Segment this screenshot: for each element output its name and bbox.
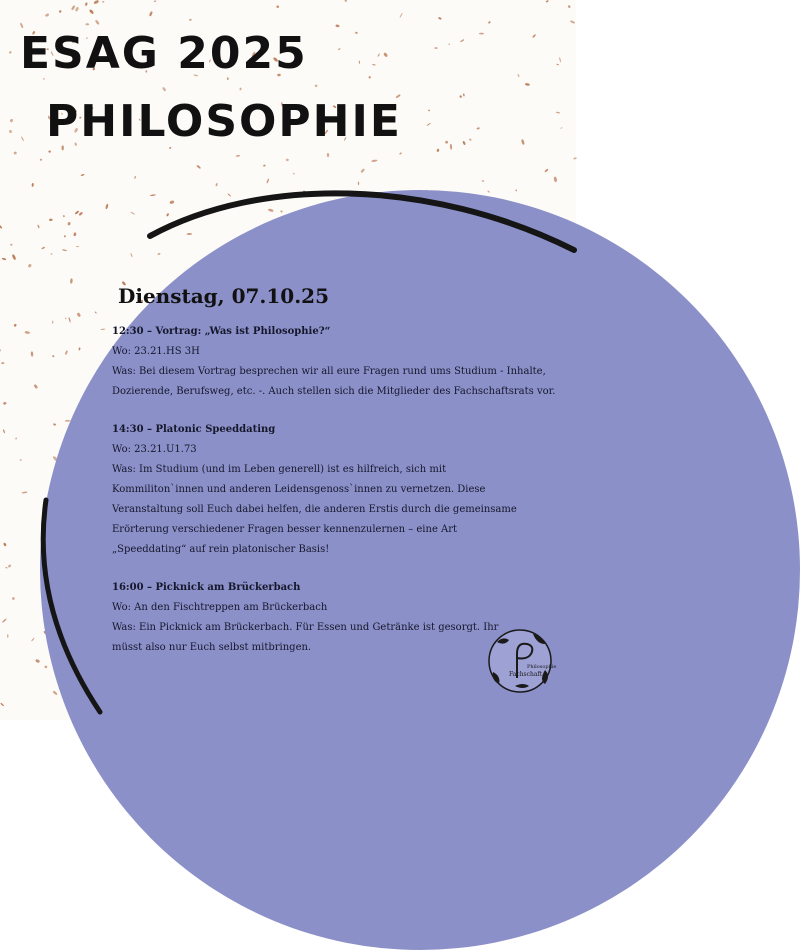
speckle <box>31 637 35 641</box>
speckle <box>52 355 55 358</box>
speckle <box>89 9 95 15</box>
speckle <box>570 20 576 24</box>
speckle <box>515 189 517 191</box>
speckle <box>150 194 156 196</box>
speckle <box>32 183 34 187</box>
speckle <box>93 0 99 5</box>
speckle <box>573 157 577 160</box>
event-location: Wo: 23.21.HS 3H <box>112 346 200 357</box>
speckle <box>53 423 56 426</box>
speckle <box>286 158 289 161</box>
speckle <box>448 43 450 45</box>
speckle <box>76 246 79 247</box>
event-title: 14:30 – Platonic Speeddating <box>112 424 276 435</box>
speckle <box>40 159 42 161</box>
speckle <box>71 5 76 11</box>
speckle <box>338 48 341 51</box>
speckle <box>134 176 137 180</box>
speckle <box>344 0 347 2</box>
speckle <box>50 253 52 255</box>
speckle <box>2 258 7 261</box>
speckle <box>189 19 192 21</box>
speckle <box>20 459 23 461</box>
speckle <box>58 10 62 14</box>
speckle <box>293 173 295 175</box>
speckle <box>78 347 80 350</box>
event-item <box>112 420 562 560</box>
speckle <box>166 213 169 217</box>
speckle <box>559 57 562 62</box>
speckle <box>12 597 15 601</box>
speckle <box>10 119 14 123</box>
speckle <box>532 34 536 38</box>
speckle <box>85 23 89 25</box>
speckle <box>41 246 45 249</box>
speckle <box>8 564 12 568</box>
speckle <box>487 190 490 193</box>
speckle <box>1 362 4 364</box>
logo-text-line2: Fachschaft <box>509 671 543 678</box>
speckle <box>13 323 17 327</box>
speckle <box>227 193 231 197</box>
speckle <box>12 254 17 261</box>
speckle <box>7 634 8 638</box>
event-location: Wo: 23.21.U1.73 <box>112 444 197 455</box>
speckle <box>9 130 12 133</box>
event-location: Wo: An den Fischtreppen am Brückerbach <box>112 602 328 613</box>
speckle <box>469 138 472 141</box>
speckle <box>276 5 279 8</box>
speckle <box>70 278 73 283</box>
fachschaft-logo <box>487 628 557 694</box>
logo-text-line1: Philosophie <box>527 664 557 670</box>
speckle <box>553 176 557 182</box>
speckle <box>44 665 47 668</box>
speckle <box>49 218 53 221</box>
speckle <box>358 181 360 185</box>
speckle <box>263 164 266 167</box>
speckle <box>3 542 7 546</box>
speckle <box>3 401 7 405</box>
speckle <box>73 232 76 236</box>
speckle <box>2 618 7 623</box>
speckle <box>266 178 269 183</box>
speckle <box>371 159 377 162</box>
event-description-line: Veranstaltung soll Euch dabei helfen, die anderen Erstis durch die gemeinsame <box>112 504 517 515</box>
event-title: 16:00 – Picknick am Brückerbach <box>112 582 301 593</box>
speckle <box>75 6 80 12</box>
speckle <box>372 64 376 66</box>
poster-title-line1: ESAG 2025 <box>20 28 308 79</box>
speckle <box>68 317 71 323</box>
speckle <box>9 51 12 54</box>
speckle <box>85 2 88 6</box>
event-description-line: Was: Bei diesem Vortrag besprechen wir all eure Fragen rund ums Studium - Inhalte, <box>112 366 546 377</box>
poster-title-line2: PHILOSOPHIE <box>46 96 402 147</box>
event-title: 12:30 – Vortrag: „Was ist Philosophie?“ <box>112 326 331 337</box>
speckle <box>65 350 69 355</box>
speckle <box>13 151 16 154</box>
speckle <box>33 384 38 389</box>
speckle <box>460 39 465 43</box>
speckle <box>31 351 34 356</box>
speckle <box>315 85 318 87</box>
speckle <box>5 567 8 569</box>
event-list <box>112 322 562 658</box>
speckle <box>546 0 549 3</box>
speckle <box>65 318 66 320</box>
speckle <box>162 87 167 92</box>
speckle <box>149 11 153 17</box>
speckle <box>64 235 67 238</box>
speckle <box>52 320 53 323</box>
speckle <box>450 144 453 150</box>
speckle <box>481 180 484 183</box>
speckle <box>462 141 466 146</box>
speckle <box>154 0 157 2</box>
day-heading: Dienstag, 07.10.25 <box>118 284 329 308</box>
speckle <box>102 1 105 3</box>
speckle <box>280 210 283 213</box>
speckle <box>105 204 109 210</box>
speckle <box>81 174 85 177</box>
speckle <box>399 152 402 155</box>
speckle <box>196 165 201 170</box>
speckle <box>355 32 358 34</box>
speckle <box>488 21 491 24</box>
event-description-line: Was: Ein Picknick am Brückerbach. Für Essen und Getränke ist gesorgt. Ihr <box>112 622 499 633</box>
speckle <box>75 210 80 214</box>
speckle <box>78 211 83 216</box>
speckle <box>130 211 135 215</box>
speckle <box>35 659 40 664</box>
speckle <box>544 168 549 172</box>
speckle <box>335 24 339 27</box>
event-description-line: müsst also nur Euch selbst mitbringen. <box>112 642 312 653</box>
speckle <box>303 190 307 193</box>
speckle <box>215 183 217 187</box>
speckle <box>360 168 365 173</box>
speckle <box>48 150 51 153</box>
speckle <box>94 311 97 314</box>
speckle <box>10 244 12 246</box>
speckle <box>517 74 519 78</box>
speckle <box>37 224 40 228</box>
speckle <box>560 127 562 129</box>
speckle <box>359 60 360 63</box>
speckle <box>3 429 6 433</box>
speckle <box>62 249 67 251</box>
speckle <box>63 215 66 218</box>
speckle <box>15 437 18 440</box>
speckle <box>236 155 241 157</box>
speckle <box>0 702 4 706</box>
event-description-line: „Speeddating“ auf rein platonischer Basis! <box>112 544 330 555</box>
speckle <box>568 5 571 8</box>
speckle <box>383 52 388 57</box>
speckle <box>437 149 440 153</box>
speckle <box>100 328 105 330</box>
speckle <box>445 140 449 144</box>
speckle <box>239 87 242 90</box>
speckle <box>459 95 462 98</box>
speckle <box>327 153 330 157</box>
speckle <box>463 93 465 96</box>
event-description-line: Dozierende, Berufsweg, etc. -. Auch stellen sich die Mitglieder des Fachschaftsrats vor. <box>112 386 556 397</box>
speckle <box>52 690 57 695</box>
speckle <box>434 47 437 49</box>
speckle <box>556 63 559 65</box>
speckle <box>438 17 442 20</box>
speckle <box>67 222 70 226</box>
speckle <box>556 112 560 114</box>
speckle <box>169 200 174 204</box>
speckle <box>0 349 1 353</box>
speckle <box>377 53 380 57</box>
speckle <box>157 253 160 255</box>
speckle <box>186 233 192 235</box>
speckle <box>95 19 100 25</box>
event-description-line: Erörterung verschiedener Fragen besser kennenzulernen – eine Art <box>112 524 458 535</box>
event-item <box>112 322 562 402</box>
speckle <box>25 331 31 334</box>
speckle <box>476 127 480 130</box>
speckle <box>45 13 50 17</box>
speckle <box>399 13 403 18</box>
speckle <box>428 109 430 111</box>
schedule <box>112 284 562 676</box>
speckle <box>268 208 274 212</box>
speckle <box>426 123 430 127</box>
speckle <box>76 312 81 317</box>
speckle <box>28 263 32 268</box>
speckle <box>525 83 530 86</box>
speckle <box>479 33 484 35</box>
speckle <box>21 136 25 141</box>
speckle <box>0 224 3 229</box>
speckle <box>130 253 132 258</box>
speckle <box>22 491 28 494</box>
event-description-line: Kommiliton`innen und anderen Leidensgenoss`innen zu vernetzen. Diese <box>112 484 486 495</box>
speckle <box>368 76 371 79</box>
event-description-line: Was: Im Studium (und im Leben generell) ist es hilfreich, sich mit <box>112 464 447 475</box>
speckle <box>521 139 525 145</box>
